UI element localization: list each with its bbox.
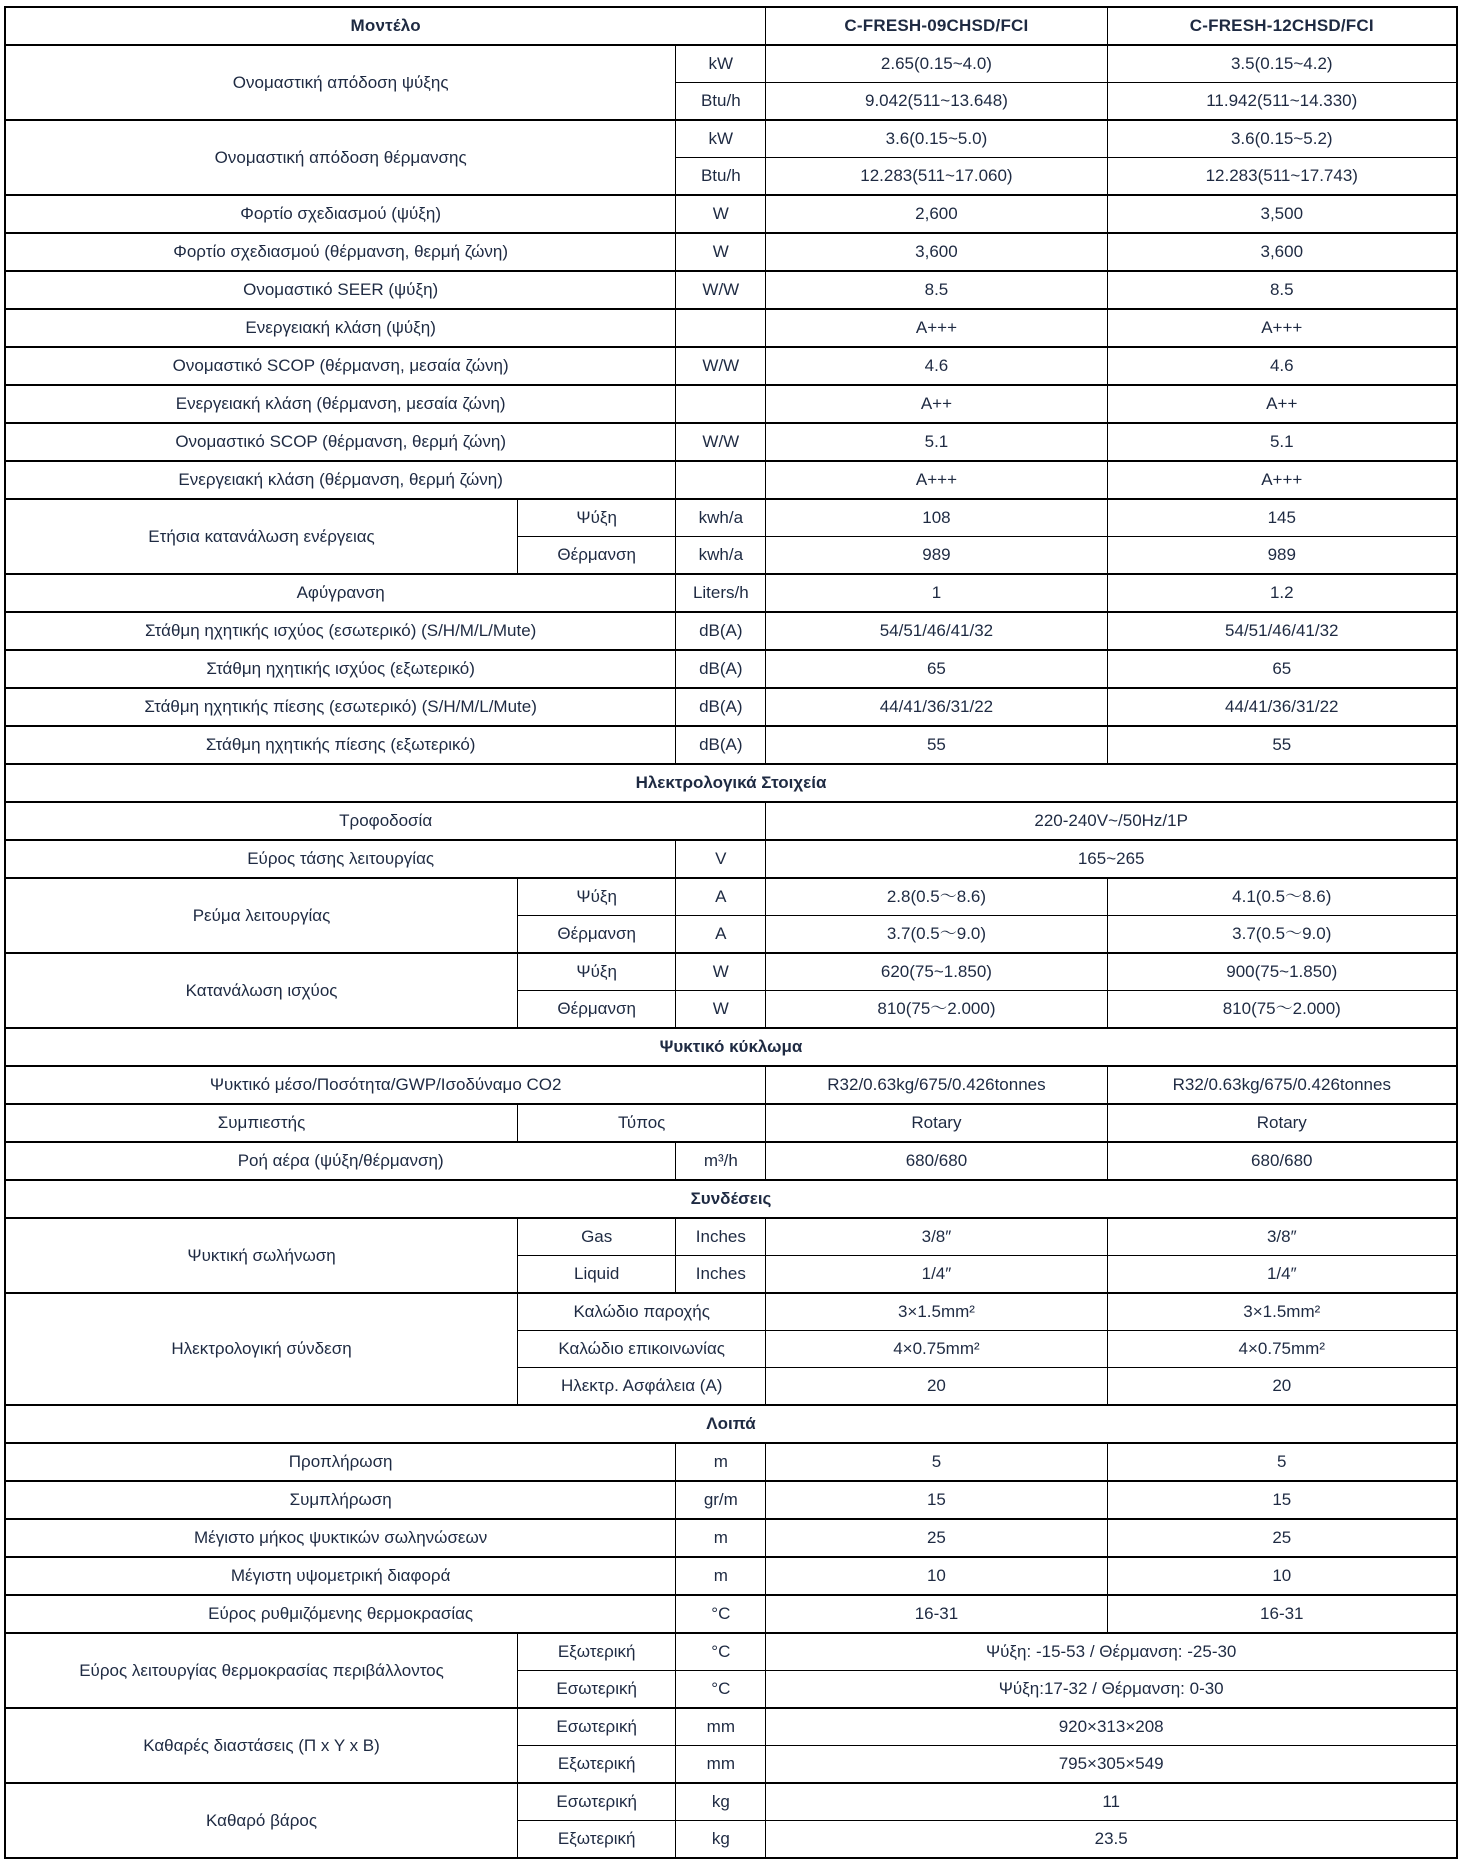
value-cell: 54/51/46/41/32 (1107, 612, 1457, 650)
unit-cell: W/W (676, 423, 766, 461)
row-label: Τροφοδοσία (5, 802, 766, 840)
value-cell: 5 (766, 1443, 1107, 1481)
value-cell: 989 (766, 537, 1107, 575)
value-cell: 12.283(511~17.060) (766, 158, 1107, 196)
value-cell: 65 (1107, 650, 1457, 688)
row-label: Μέγιστη υψομετρική διαφορά (5, 1557, 676, 1595)
sub-label: Τύπος (518, 1104, 766, 1142)
value-cell: Rotary (1107, 1104, 1457, 1142)
row-label: Ονομαστική απόδοση ψύξης (5, 45, 676, 120)
value-cell: 3.6(0.15~5.0) (766, 120, 1107, 158)
value-cell: 44/41/36/31/22 (766, 688, 1107, 726)
sub-label: Θέρμανση (518, 916, 676, 954)
value-cell: A+++ (1107, 309, 1457, 347)
row-label: Ενεργειακή κλάση (θέρμανση, θερμή ζώνη) (5, 461, 676, 499)
section-header: Λοιπά (5, 1405, 1457, 1443)
unit-cell: Btu/h (676, 83, 766, 121)
table-row (5, 1557, 1457, 1595)
value-cell: A+++ (766, 461, 1107, 499)
sub-label: Ηλεκτρ. Ασφάλεια (A) (518, 1368, 766, 1406)
value-cell: A+++ (1107, 461, 1457, 499)
value-cell: 795×305×549 (766, 1746, 1457, 1784)
value-cell: 20 (1107, 1368, 1457, 1406)
table-row (5, 840, 1457, 878)
sub-label: Εξωτερική (518, 1821, 676, 1859)
table-row (5, 385, 1457, 423)
row-label: Ηλεκτρολογική σύνδεση (5, 1293, 518, 1405)
spec-table (4, 6, 1458, 1859)
value-cell: 3.7(0.5～9.0) (1107, 916, 1457, 954)
unit-cell (676, 461, 766, 499)
unit-cell: V (676, 840, 766, 878)
unit-cell: m (676, 1443, 766, 1481)
row-label: Ενεργειακή κλάση (θέρμανση, μεσαία ζώνη) (5, 385, 676, 423)
section-header: Ηλεκτρολογικά Στοιχεία (5, 764, 1457, 802)
row-label: Καθαρό βάρος (5, 1783, 518, 1858)
value-cell: 1 (766, 574, 1107, 612)
column-header-cell: C-FRESH-12CHSD/FCI (1107, 7, 1457, 45)
value-cell: 8.5 (766, 271, 1107, 309)
spec-table-body (5, 7, 1457, 1858)
row-label: Φορτίο σχεδιασμού (θέρμανση, θερμή ζώνη) (5, 233, 676, 271)
row-label: Συμπιεστής (5, 1104, 518, 1142)
table-row (5, 7, 1457, 45)
value-cell: 3×1.5mm² (766, 1293, 1107, 1331)
unit-cell: °C (676, 1671, 766, 1709)
unit-cell: W (676, 953, 766, 991)
unit-cell: m (676, 1557, 766, 1595)
table-row (5, 726, 1457, 764)
value-cell: 165~265 (766, 840, 1457, 878)
value-cell: 3×1.5mm² (1107, 1293, 1457, 1331)
value-cell: 2.8(0.5～8.6) (766, 878, 1107, 916)
unit-cell: kg (676, 1783, 766, 1821)
row-label: Ετήσια κατανάλωση ενέργειας (5, 499, 518, 574)
value-cell: 2.65(0.15~4.0) (766, 45, 1107, 83)
row-label: Στάθμη ηχητικής πίεσης (εσωτερικό) (S/H/M/L/Mute) (5, 688, 676, 726)
value-cell: 10 (1107, 1557, 1457, 1595)
sub-label: Ψύξη (518, 878, 676, 916)
row-label: Φορτίο σχεδιασμού (ψύξη) (5, 195, 676, 233)
table-row (5, 195, 1457, 233)
sub-label: Καλώδιο παροχής (518, 1293, 766, 1331)
sub-label: Ψύξη (518, 499, 676, 537)
table-row (5, 802, 1457, 840)
value-cell: 3.7(0.5～9.0) (766, 916, 1107, 954)
unit-cell: kwh/a (676, 499, 766, 537)
table-row (5, 233, 1457, 271)
unit-cell: W/W (676, 347, 766, 385)
value-cell: 11 (766, 1783, 1457, 1821)
table-row (5, 347, 1457, 385)
table-row (5, 120, 1457, 158)
column-header-cell: C-FRESH-09CHSD/FCI (766, 7, 1107, 45)
unit-cell: A (676, 916, 766, 954)
section-header: Ψυκτικό κύκλωμα (5, 1028, 1457, 1066)
value-cell: 23.5 (766, 1821, 1457, 1859)
value-cell: 20 (766, 1368, 1107, 1406)
row-label: Ονομαστική απόδοση θέρμανσης (5, 120, 676, 195)
row-label: Εύρος τάσης λειτουργίας (5, 840, 676, 878)
value-cell: 4×0.75mm² (1107, 1331, 1457, 1368)
table-row (5, 1481, 1457, 1519)
section-header: Συνδέσεις (5, 1180, 1457, 1218)
value-cell: 108 (766, 499, 1107, 537)
value-cell: 65 (766, 650, 1107, 688)
value-cell: 11.942(511~14.330) (1107, 83, 1457, 121)
sub-label: Εσωτερική (518, 1783, 676, 1821)
value-cell: 810(75～2.000) (766, 991, 1107, 1029)
row-label: Εύρος λειτουργίας θερμοκρασίας περιβάλλοντος (5, 1633, 518, 1708)
unit-cell: kwh/a (676, 537, 766, 575)
unit-cell (676, 385, 766, 423)
row-label: Ονομαστικό SCOP (θέρμανση, θερμή ζώνη) (5, 423, 676, 461)
table-row (5, 309, 1457, 347)
value-cell: 900(75~1.850) (1107, 953, 1457, 991)
table-row (5, 1708, 1457, 1746)
value-cell: 55 (1107, 726, 1457, 764)
value-cell: 16-31 (1107, 1595, 1457, 1633)
unit-cell: mm (676, 1746, 766, 1784)
unit-cell: W (676, 991, 766, 1029)
value-cell: 220-240V~/50Hz/1P (766, 802, 1457, 840)
value-cell: 5 (1107, 1443, 1457, 1481)
sub-label: Εσωτερική (518, 1708, 676, 1746)
sub-label: Καλώδιο επικοινωνίας (518, 1331, 766, 1368)
unit-cell: °C (676, 1595, 766, 1633)
value-cell: 3,500 (1107, 195, 1457, 233)
value-cell: Ψύξη: -15-53 / Θέρμανση: -25-30 (766, 1633, 1457, 1671)
value-cell: 4.1(0.5～8.6) (1107, 878, 1457, 916)
table-row (5, 1405, 1457, 1443)
value-cell: 5.1 (1107, 423, 1457, 461)
sub-label: Εσωτερική (518, 1671, 676, 1709)
value-cell: 3/8″ (766, 1218, 1107, 1256)
table-row (5, 1142, 1457, 1180)
sub-label: Ψύξη (518, 953, 676, 991)
table-row (5, 1443, 1457, 1481)
value-cell: 1.2 (1107, 574, 1457, 612)
row-label: Ενεργειακή κλάση (ψύξη) (5, 309, 676, 347)
value-cell: 8.5 (1107, 271, 1457, 309)
value-cell: 15 (1107, 1481, 1457, 1519)
unit-cell (676, 309, 766, 347)
value-cell: 3.6(0.15~5.2) (1107, 120, 1457, 158)
row-label: Ρεύμα λειτουργίας (5, 878, 518, 953)
row-label: Στάθμη ηχητικής ισχύος (εσωτερικό) (S/H/M/L/Mute) (5, 612, 676, 650)
value-cell: 145 (1107, 499, 1457, 537)
table-row (5, 1633, 1457, 1671)
value-cell: 55 (766, 726, 1107, 764)
value-cell: 3/8″ (1107, 1218, 1457, 1256)
unit-cell: Btu/h (676, 158, 766, 196)
unit-cell: gr/m (676, 1481, 766, 1519)
unit-cell: kW (676, 45, 766, 83)
unit-cell: W (676, 233, 766, 271)
sub-label: Θέρμανση (518, 537, 676, 575)
value-cell: 4×0.75mm² (766, 1331, 1107, 1368)
sub-label: Gas (518, 1218, 676, 1256)
value-cell: 680/680 (1107, 1142, 1457, 1180)
row-label: Στάθμη ηχητικής ισχύος (εξωτερικό) (5, 650, 676, 688)
value-cell: 4.6 (766, 347, 1107, 385)
unit-cell: dB(A) (676, 650, 766, 688)
unit-cell: Inches (676, 1218, 766, 1256)
unit-cell: W/W (676, 271, 766, 309)
unit-cell: dB(A) (676, 612, 766, 650)
unit-cell: Liters/h (676, 574, 766, 612)
value-cell: 1/4″ (766, 1256, 1107, 1294)
value-cell: 3.5(0.15~4.2) (1107, 45, 1457, 83)
table-row (5, 878, 1457, 916)
unit-cell: m (676, 1519, 766, 1557)
row-label: Ψυκτική σωλήνωση (5, 1218, 518, 1293)
value-cell: 44/41/36/31/22 (1107, 688, 1457, 726)
value-cell: 4.6 (1107, 347, 1457, 385)
table-row (5, 1218, 1457, 1256)
sub-label: Liquid (518, 1256, 676, 1294)
row-label: Ονομαστικό SEER (ψύξη) (5, 271, 676, 309)
value-cell: Ψύξη:17-32 / Θέρμανση: 0-30 (766, 1671, 1457, 1709)
row-label: Προπλήρωση (5, 1443, 676, 1481)
table-row (5, 461, 1457, 499)
row-label: Ψυκτικό μέσο/Ποσότητα/GWP/Ισοδύναμο CO2 (5, 1066, 766, 1104)
table-row (5, 45, 1457, 83)
table-row (5, 1293, 1457, 1331)
table-row (5, 574, 1457, 612)
value-cell: R32/0.63kg/675/0.426tonnes (766, 1066, 1107, 1104)
table-row (5, 1180, 1457, 1218)
value-cell: 16-31 (766, 1595, 1107, 1633)
table-row (5, 1104, 1457, 1142)
table-row (5, 1519, 1457, 1557)
value-cell: 3,600 (766, 233, 1107, 271)
row-label: Στάθμη ηχητικής πίεσης (εξωτερικό) (5, 726, 676, 764)
table-row (5, 612, 1457, 650)
unit-cell: m³/h (676, 1142, 766, 1180)
row-label: Αφύγρανση (5, 574, 676, 612)
value-cell: 680/680 (766, 1142, 1107, 1180)
value-cell: 810(75～2.000) (1107, 991, 1457, 1029)
table-row (5, 650, 1457, 688)
row-label: Ροή αέρα (ψύξη/θέρμανση) (5, 1142, 676, 1180)
unit-cell: kW (676, 120, 766, 158)
sub-label: Θέρμανση (518, 991, 676, 1029)
value-cell: 3,600 (1107, 233, 1457, 271)
value-cell: 15 (766, 1481, 1107, 1519)
unit-cell: kg (676, 1821, 766, 1859)
sub-label: Εξωτερική (518, 1633, 676, 1671)
row-label: Ονομαστικό SCOP (θέρμανση, μεσαία ζώνη) (5, 347, 676, 385)
row-label: Συμπλήρωση (5, 1481, 676, 1519)
table-row (5, 499, 1457, 537)
value-cell: R32/0.63kg/675/0.426tonnes (1107, 1066, 1457, 1104)
table-row (5, 1028, 1457, 1066)
value-cell: 54/51/46/41/32 (766, 612, 1107, 650)
row-label: Μέγιστο μήκος ψυκτικών σωληνώσεων (5, 1519, 676, 1557)
value-cell: 25 (1107, 1519, 1457, 1557)
table-row (5, 764, 1457, 802)
table-row (5, 423, 1457, 461)
unit-cell: dB(A) (676, 726, 766, 764)
unit-cell: Inches (676, 1256, 766, 1294)
value-cell: 10 (766, 1557, 1107, 1595)
value-cell: Rotary (766, 1104, 1107, 1142)
table-row (5, 953, 1457, 991)
table-row (5, 1066, 1457, 1104)
value-cell: 920×313×208 (766, 1708, 1457, 1746)
value-cell: 9.042(511~13.648) (766, 83, 1107, 121)
value-cell: 620(75~1.850) (766, 953, 1107, 991)
table-row (5, 688, 1457, 726)
unit-cell: °C (676, 1633, 766, 1671)
value-cell: A++ (766, 385, 1107, 423)
row-label: Κατανάλωση ισχύος (5, 953, 518, 1028)
unit-cell: W (676, 195, 766, 233)
table-row (5, 1783, 1457, 1821)
unit-cell: A (676, 878, 766, 916)
unit-cell: dB(A) (676, 688, 766, 726)
value-cell: A++ (1107, 385, 1457, 423)
unit-cell: mm (676, 1708, 766, 1746)
value-cell: 5.1 (766, 423, 1107, 461)
sub-label: Εξωτερική (518, 1746, 676, 1784)
row-label: Εύρος ρυθμιζόμενης θερμοκρασίας (5, 1595, 676, 1633)
row-label: Καθαρές διαστάσεις (Π x Y x B) (5, 1708, 518, 1783)
value-cell: A+++ (766, 309, 1107, 347)
value-cell: 2,600 (766, 195, 1107, 233)
value-cell: 25 (766, 1519, 1107, 1557)
value-cell: 989 (1107, 537, 1457, 575)
table-row (5, 271, 1457, 309)
table-row (5, 1595, 1457, 1633)
value-cell: 1/4″ (1107, 1256, 1457, 1294)
column-header-cell: Μοντέλο (5, 7, 766, 45)
value-cell: 12.283(511~17.743) (1107, 158, 1457, 196)
